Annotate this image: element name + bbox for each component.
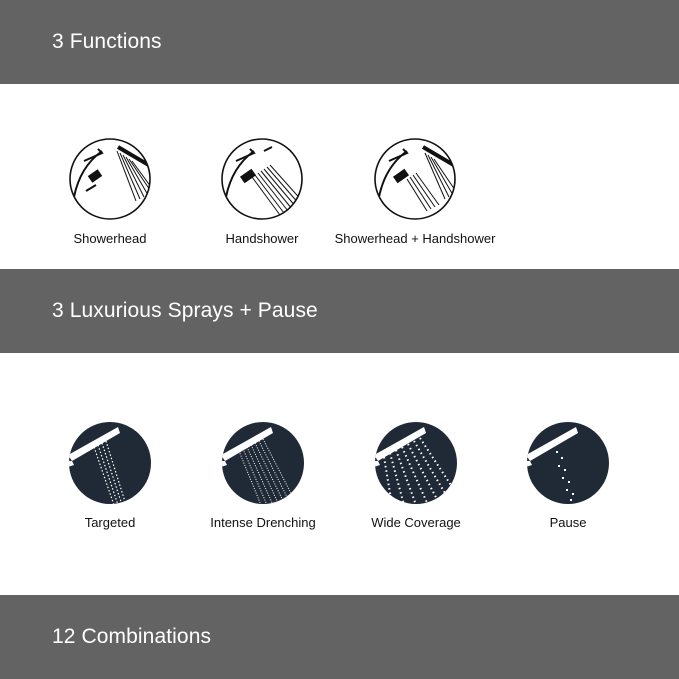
function-showerhead-handshower	[325, 137, 505, 246]
function-label: Showerhead + Handshower	[334, 231, 496, 246]
intense-drenching-spray-icon	[221, 421, 305, 505]
handshower-icon	[220, 137, 304, 221]
function-label: Handshower	[225, 231, 299, 246]
functions-header	[0, 0, 679, 84]
functions-title: 3 Functions	[52, 30, 162, 53]
spray-pause	[478, 421, 658, 530]
spray-label: Wide Coverage	[371, 515, 461, 530]
wide-coverage-spray-icon	[374, 421, 458, 505]
sprays-header	[0, 269, 679, 353]
spray-label: Targeted	[84, 515, 136, 530]
spray-label: Intense Drenching	[210, 515, 316, 530]
showerhead-handshower-icon	[373, 137, 457, 221]
function-label: Showerhead	[73, 231, 147, 246]
combinations-header	[0, 595, 679, 679]
spray-label: Pause	[549, 515, 587, 530]
showerhead-icon	[68, 137, 152, 221]
combinations-title: 12 Combinations	[52, 625, 212, 648]
pause-spray-icon	[526, 421, 610, 505]
targeted-spray-icon	[68, 421, 152, 505]
sprays-title: 3 Luxurious Sprays + Pause	[52, 299, 318, 322]
